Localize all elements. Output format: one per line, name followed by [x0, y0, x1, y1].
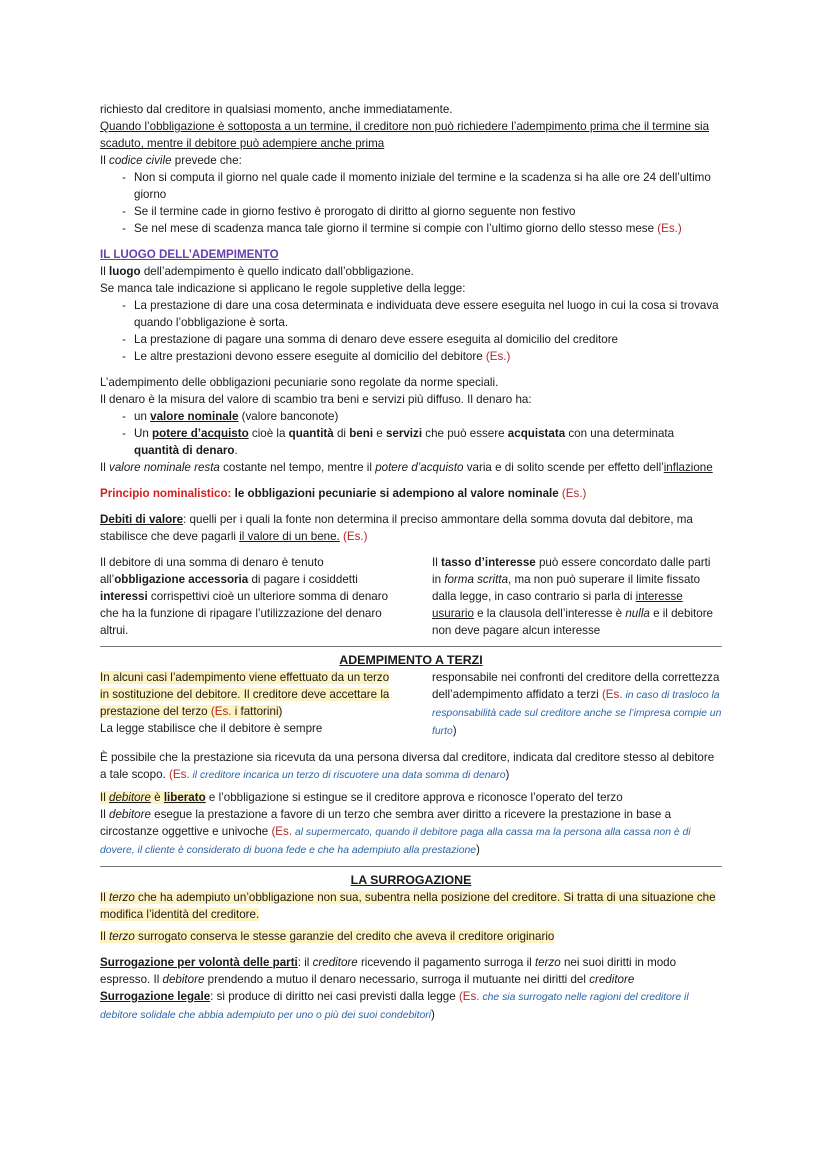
text: , ma non può superare il limite fissato dalla legge, in caso contrario si parla di [432, 573, 701, 603]
surrogazione-legale [100, 988, 722, 1024]
paragraph: La legge stabilisce che il debitore è sempre [100, 722, 323, 735]
text: : si produce di diritto nei casi previsti dalla legge [210, 990, 459, 1003]
keyword: Surrogazione legale [100, 990, 211, 1003]
surrogazione-volontaria [100, 954, 722, 988]
text: che può essere [422, 427, 508, 440]
example-text: il creditore incarica un terzo di riscuotere una data somma di denaro [189, 770, 506, 781]
section-title: IL LUOGO DELL’ADEMPIMENTO [100, 248, 279, 261]
paragraph [100, 554, 392, 639]
text: e [373, 427, 386, 440]
paragraph [432, 669, 722, 740]
text: ) [476, 843, 480, 856]
example-tag: (Es. [271, 825, 293, 838]
term: creditore [589, 973, 635, 986]
text: prevede che: [171, 154, 242, 167]
example-tag: (Es. [168, 768, 190, 781]
termine-list [100, 169, 722, 237]
codice-civile-term: codice civile [109, 154, 172, 167]
text: corrispettivi cioè un ulteriore somma di denaro che ha la funzione di ripagare l’utilizzazione del denaro altrui. [100, 590, 389, 637]
keyword: interessi [100, 590, 148, 603]
example-tag: (Es.) [657, 222, 682, 235]
luogo-heading [100, 246, 722, 263]
text: Il [100, 791, 110, 804]
keyword: Debiti di valore [100, 513, 184, 526]
text: di pagare i cosiddetti [248, 573, 358, 586]
luogo-line-2: Se manca tale indicazione si applicano le regole suppletive della legge: [100, 282, 466, 295]
pecuniarie-line-2: Il denaro è la misura del valore di scambio tra beni e servizi più diffuso. Il denaro ha: [100, 393, 532, 406]
keyword: obbligazione accessoria [114, 573, 249, 586]
section-divider [100, 646, 722, 647]
terzi-heading: ADEMPIMENTO A TERZI [339, 653, 483, 667]
section-divider [100, 866, 722, 867]
list-item: - Se il termine cade in giorno festivo è prorogato di diritto al giorno seguente non festivo [122, 203, 722, 220]
text: esegue la prestazione a favore di un terzo che sembra aver diritto a ricevere la prestazione in base a circostanze oggettive e univoche [100, 808, 672, 838]
example-text: al supermercato, quando il debitore paga alla cassa ma la persona alla cassa non è di dovere, il cliente è considerato di buona fede e che ha adempiuto alla prestazione [100, 827, 691, 856]
term: terzo [109, 891, 135, 904]
term: potere d’acquisto [375, 461, 464, 474]
text: con una determinata [565, 427, 675, 440]
termine-rule [100, 118, 722, 152]
text: . [234, 444, 238, 457]
text: È possibile che la prestazione sia ricevuta da una persona diversa dal creditore, indicata dal creditore stesso al debitore a tale scopo. [100, 751, 715, 781]
debiti-di-valore [100, 511, 722, 545]
example-tag: (Es. [210, 705, 232, 718]
highlighted-text: In alcuni casi l’adempimento viene effettuato da un terzo in sostituzione del debitore. Il creditore deve accettare la prestazione del terzo [100, 671, 390, 718]
term: inflazione [663, 461, 713, 474]
text: surrogato conserva le stesse garanzie del credito che aveva il creditore originario [134, 930, 555, 943]
list-item: - La prestazione di dare una cosa determinata e individuata deve essere eseguita nel luogo in cui la cosa si trovava quando l’obbligazione è sorta. [122, 297, 722, 331]
text: è [150, 791, 164, 804]
text: : il [297, 956, 313, 969]
term: terzo [109, 930, 135, 943]
termine-underlined: Quando l’obbligazione è sottoposta a un termine, il creditore non può richiedere l’adempimento prima che il termine sia scaduto, mentre il debitore può adempiere anche prima [100, 120, 710, 150]
luogo-list [100, 297, 722, 365]
interessi-left [100, 554, 392, 639]
terzi-paragraph-4 [100, 806, 722, 859]
text: Il [100, 461, 110, 474]
term: il valore di un bene. [239, 530, 340, 543]
text: prendendo a mutuo il denaro necessario, surroga il mutuante nei diritti del [204, 973, 590, 986]
term: nulla [625, 607, 650, 620]
example-tag: (Es.) [561, 487, 587, 500]
paragraph [100, 669, 392, 720]
text: Un [134, 427, 153, 440]
terzi-columns [100, 669, 722, 740]
terzi-paragraph-2 [100, 749, 722, 784]
text: di [333, 427, 350, 440]
text: e il debitore non deve pagare alcun interesse [432, 607, 714, 637]
keyword: quantità di denaro [134, 444, 235, 457]
pecuniarie-line-3 [100, 459, 722, 476]
term: debitore [109, 791, 151, 804]
principle-text: le obbligazioni pecuniarie si adempiono al valore nominale [231, 487, 562, 500]
text: varia e di solito scende per effetto dell’ [463, 461, 664, 474]
example-tag: (Es.) [485, 350, 511, 363]
term: debitore [162, 973, 205, 986]
text: Il [100, 930, 110, 943]
intro-line: richiesto dal creditore in qualsiasi momento, anche immediatamente. [100, 103, 453, 116]
keyword: potere d’acquisto [152, 427, 249, 440]
text: e l’obbligazione si estingue se il creditore approva e riconosce l’operato del terzo [205, 791, 623, 804]
text: Il [432, 556, 442, 569]
text: costante nel tempo, mentre il [219, 461, 376, 474]
terzi-paragraph-3 [100, 789, 722, 806]
example-text: in caso di trasloco la responsabilità cade sul creditore anche se l’impresa compie un furto [432, 690, 722, 737]
text: e la clausola dell’interesse è [473, 607, 626, 620]
surrogazione-heading: LA SURROGAZIONE [350, 873, 472, 887]
term: creditore [312, 956, 358, 969]
example-tag: (Es.) [339, 530, 368, 543]
keyword: acquistata [507, 427, 566, 440]
text: cioè la [248, 427, 289, 440]
text: responsabile nei confronti del creditore della correttezza dell’adempimento affidato a terzi [432, 671, 720, 701]
term: interesse usurario [432, 590, 683, 620]
list-item [122, 425, 722, 459]
principio-nominalistico [100, 485, 722, 502]
text: (valore banconote) [238, 410, 339, 423]
list-item: - Non si computa il giorno nel quale cade il momento iniziale del termine e la scadenza si ha alle ore 24 dell’ultimo giorno [122, 169, 722, 203]
keyword: liberato [163, 791, 206, 804]
text: Il [100, 265, 110, 278]
paragraph [432, 554, 722, 639]
denaro-list [100, 408, 722, 459]
term: debitore [109, 808, 151, 821]
interessi-columns [100, 554, 722, 639]
text: ) [452, 724, 457, 737]
keyword: quantità [288, 427, 334, 440]
text: Le altre prestazioni devono essere eseguite al domicilio del debitore [134, 350, 486, 363]
text: : quelli per i quali la fonte non determina il preciso ammontare della somma dovuta dal debitore, ma stabilisce che deve pagarli [100, 513, 693, 543]
keyword: valore nominale [150, 410, 239, 423]
text: nei suoi diritti in modo espresso. Il [100, 956, 677, 986]
document-page [100, 101, 722, 1024]
codice-civile-intro [100, 152, 722, 169]
text: Il [100, 154, 110, 167]
list-item [122, 220, 722, 237]
principle-label: Principio nominalistico: [100, 487, 232, 500]
text: Il [100, 891, 110, 904]
highlighted-text: i fattorini) [231, 705, 283, 718]
terzi-right [432, 669, 722, 740]
interessi-right [432, 554, 722, 639]
keyword: luogo [109, 265, 141, 278]
text: ) [431, 1008, 435, 1021]
list-item [122, 408, 722, 425]
pecuniarie-line-1: L’adempimento delle obbligazioni pecuniarie sono regolate da norme speciali. [100, 376, 499, 389]
text: che ha adempiuto un’obbligazione non sua, subentra nella posizione del creditore. Si tratta di una situazione che modifica l’identità del creditore. [100, 891, 716, 921]
term: forma scritta [444, 573, 509, 586]
text: può essere concordato dalle parti in [432, 556, 711, 586]
text: un [134, 410, 151, 423]
keyword: servizi [385, 427, 423, 440]
terzi-left [100, 669, 392, 740]
keyword: beni [349, 427, 374, 440]
example-tag: (Es. [601, 688, 623, 701]
text: ) [505, 768, 510, 781]
text: dell’adempimento è quello indicato dall’obbligazione. [140, 265, 414, 278]
keyword: Surrogazione per volontà delle parti [100, 956, 298, 969]
text: Il debitore di una somma di denaro è tenuto all’ [100, 556, 324, 586]
keyword: tasso d’interesse [441, 556, 536, 569]
text: Se nel mese di scadenza manca tale giorno il termine si compie con l’ultimo giorno dello stesso mese [134, 222, 658, 235]
term: valore nominale resta [109, 461, 220, 474]
text: ricevendo il pagamento surroga il [357, 956, 535, 969]
example-tag: (Es. [458, 990, 480, 1003]
luogo-line-1 [100, 263, 722, 280]
example-text: che sia surrogato nelle ragioni del creditore il debitore solidale che abbia adempiuto per uno o più dei suoi condebitori [100, 992, 689, 1021]
list-item [122, 348, 722, 365]
surrogazione-highlight-2 [100, 928, 722, 945]
text: Il [100, 808, 110, 821]
term: terzo [534, 956, 561, 969]
list-item: - La prestazione di pagare una somma di denaro deve essere eseguita al domicilio del creditore [122, 331, 722, 348]
surrogazione-highlight-1 [100, 889, 722, 923]
